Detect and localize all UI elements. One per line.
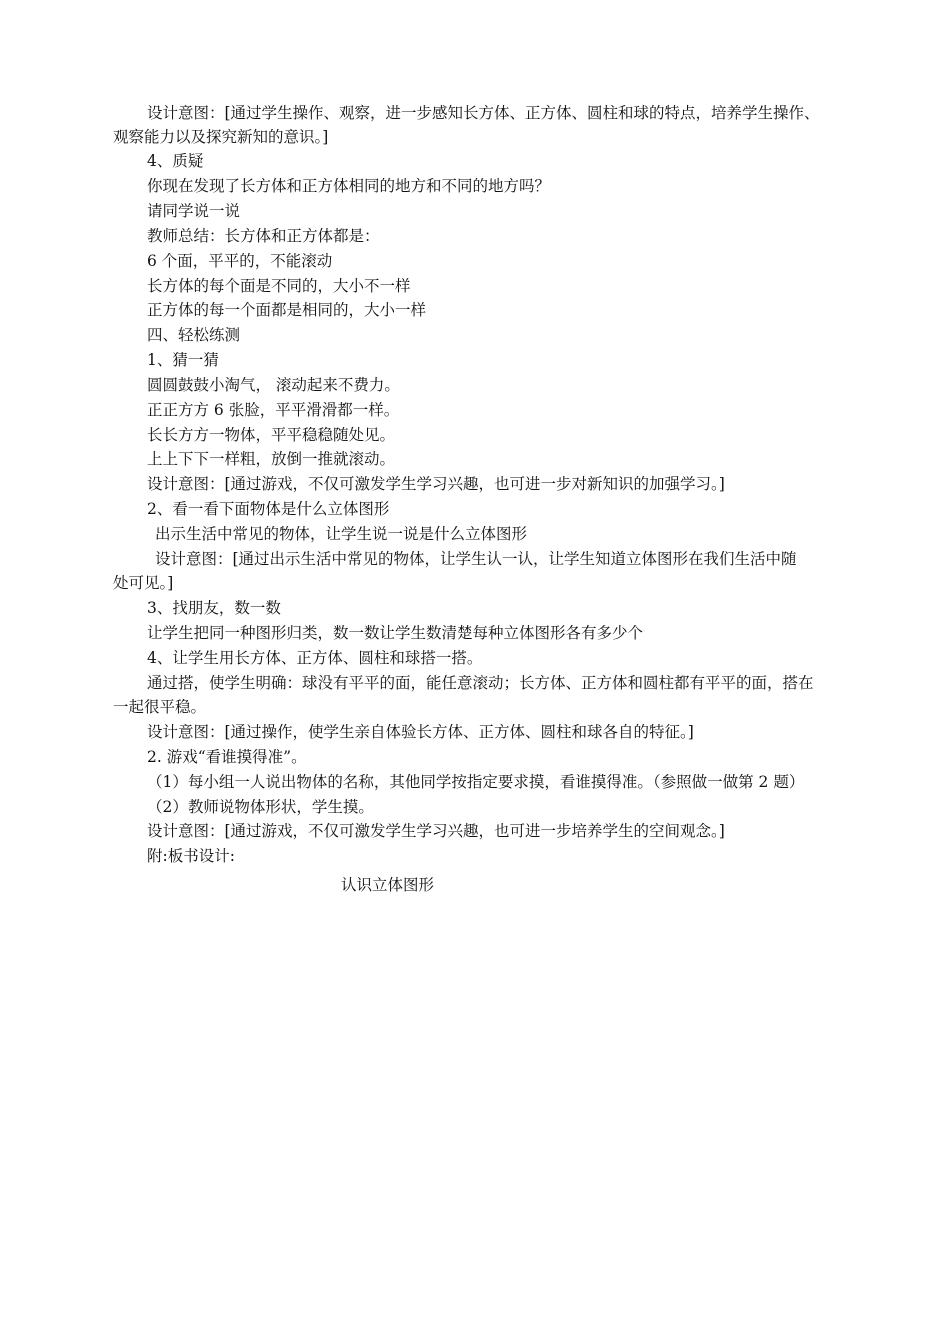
design-intent-2: 设计意图：[通过游戏，不仅可激发学生学习兴趣，也可进一步对新知识的加强学习。] xyxy=(147,475,725,493)
subheading-look: 2、看一看下面物体是什么立体图形 xyxy=(147,500,390,518)
summary-point-2: 长方体的每个面是不同的，大小不一样 xyxy=(147,277,411,295)
teacher-summary: 教师总结：长方体和正方体都是： xyxy=(147,227,380,245)
subheading-game: 2. 游戏“看谁摸得准”。 xyxy=(147,748,307,766)
design-intent-4: 设计意图：[通过操作，使学生亲自体验长方体、正方体、圆柱和球各自的特征。] xyxy=(147,723,694,741)
summary-point-3: 正方体的每一个面都是相同的，大小一样 xyxy=(147,301,427,319)
design-intent-3-line-1: 设计意图：[通过出示生活中常见的物体，让学生认一认，让学生知道立体图形在我们生活中随 xyxy=(155,550,797,568)
build-paragraph-line-2: 一起很平稳。 xyxy=(113,698,207,716)
ask-students-text: 请同学说一说 xyxy=(147,202,241,220)
subheading-guess: 1、猜一猜 xyxy=(147,351,219,369)
design-intent-1-line-1: 设计意图：[通过学生操作、观察，进一步感知长方体、正方体、圆柱和球的特点，培养学生操作、 xyxy=(147,104,820,122)
blackboard-title: 认识立体图形 xyxy=(341,876,435,894)
summary-point-1: 6 个面，平平的，不能滚动 xyxy=(147,252,333,270)
game-step-2: （2）教师说物体形状，学生摸。 xyxy=(147,798,374,816)
riddle-line-3: 长长方方一物体，平平稳稳随处见。 xyxy=(147,426,396,444)
section-heading-practice: 四、轻松练测 xyxy=(147,326,241,344)
look-instruction: 出示生活中常见的物体，让学生说一说是什么立体图形 xyxy=(155,525,528,543)
design-intent-3-line-2: 处可见。] xyxy=(113,574,174,592)
riddle-line-1: 圆圆鼓鼓小淘气， 滚动起来不费力。 xyxy=(147,376,400,394)
subheading-build: 4、让学生用长方体、正方体、圆柱和球搭一搭。 xyxy=(147,649,483,667)
design-intent-5: 设计意图：[通过游戏，不仅可激发学生学习兴趣，也可进一步培养学生的空间观念。] xyxy=(147,822,725,840)
riddle-line-4: 上上下下一样粗，放倒一推就滚动。 xyxy=(147,450,396,468)
section-heading-question: 4、质疑 xyxy=(147,152,204,170)
subheading-find-friends: 3、找朋友，数一数 xyxy=(147,599,281,617)
riddle-line-2: 正正方方 6 张脸，平平滑滑都一样。 xyxy=(147,401,400,419)
blackboard-design-label: 附:板书设计: xyxy=(147,847,235,865)
question-text: 你现在发现了长方体和正方体相同的地方和不同的地方吗？ xyxy=(147,177,551,195)
build-paragraph-line-1: 通过搭，使学生明确：球没有平平的面，能任意滚动；长方体、正方体和圆柱都有平平的面，搭在 xyxy=(147,674,814,692)
design-intent-1-line-2: 观察能力以及探究新知的意识。] xyxy=(113,128,329,146)
find-friends-instruction: 让学生把同一种图形归类，数一数让学生数清楚每种立体图形各有多少个 xyxy=(147,624,644,642)
game-step-1: （1）每小组一人说出物体的名称，其他同学按指定要求摸，看谁摸得准。（参照做一做第 2 题） xyxy=(147,773,805,791)
